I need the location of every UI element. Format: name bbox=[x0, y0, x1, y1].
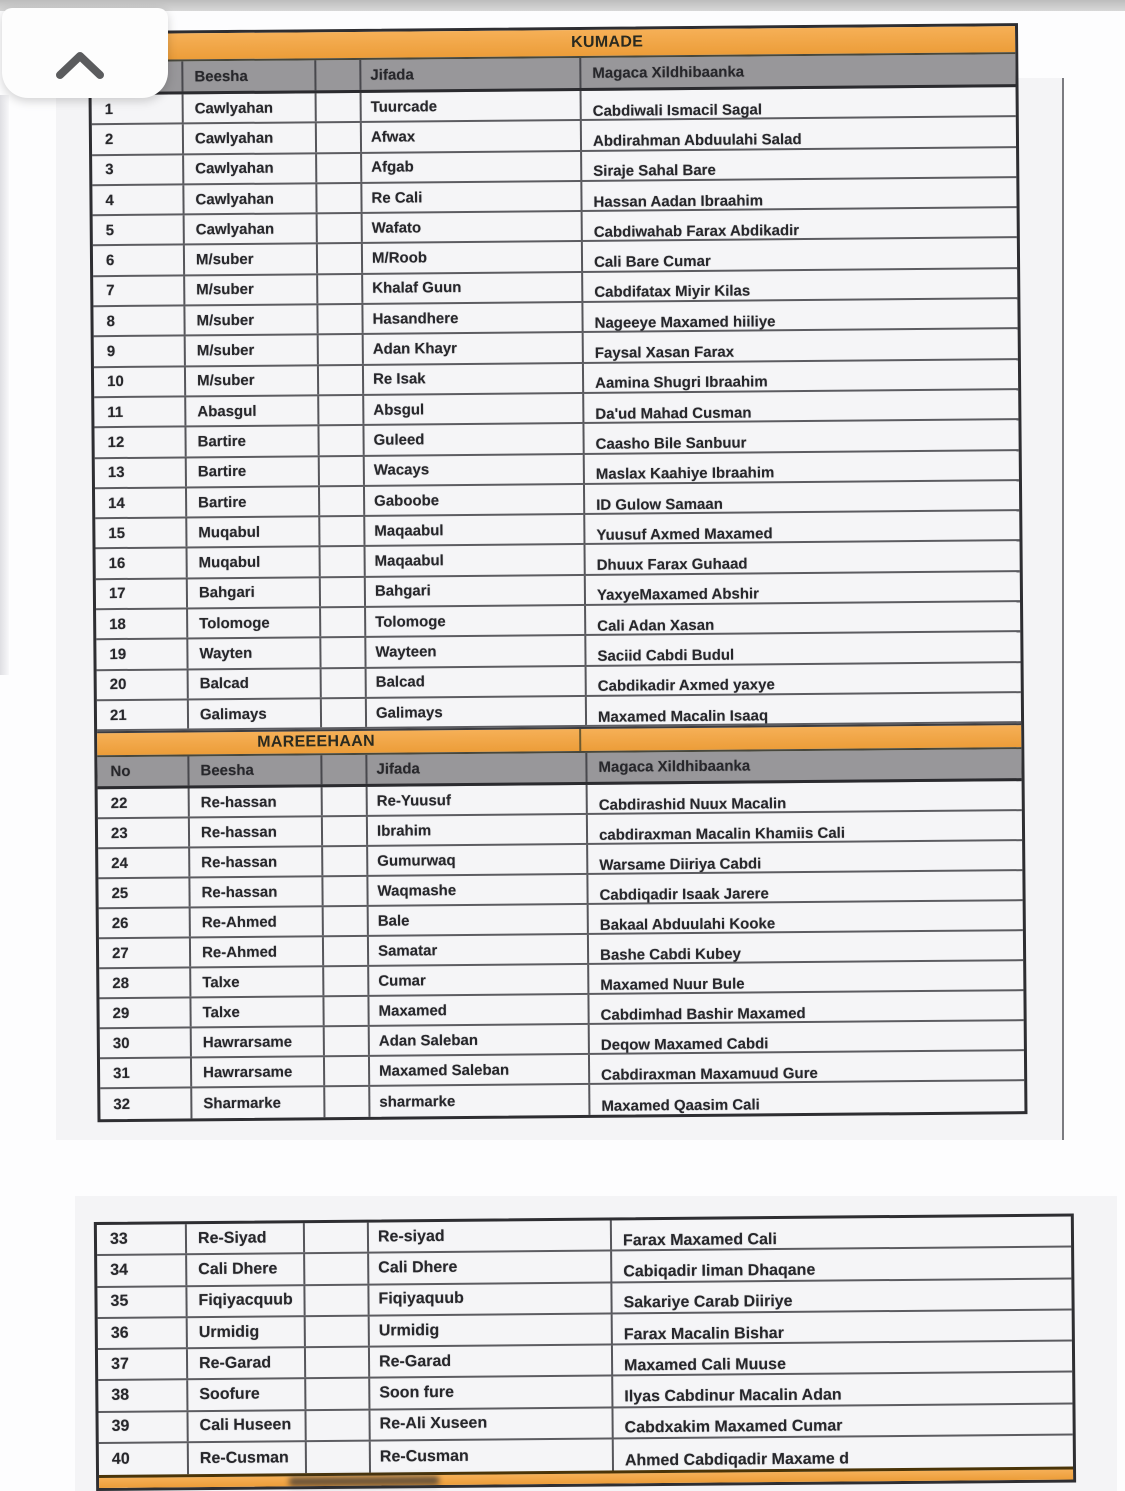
magaca-cell: Cali Bare Cumar bbox=[593, 252, 711, 271]
magaca-cell: Maxamed Cali Muuse bbox=[624, 1355, 786, 1375]
jifada-cell: Guleed bbox=[364, 424, 584, 454]
spacer-cell bbox=[321, 608, 366, 637]
row-number-cell: 7 bbox=[93, 276, 185, 305]
spacer-cell bbox=[323, 847, 368, 875]
beesha-cell: Bartire bbox=[186, 427, 319, 456]
jifada-cell: M/Roob bbox=[363, 242, 583, 272]
no-header-cell: No bbox=[97, 757, 189, 787]
magaca-cell: cabdiraxman Macalin Khamiis Cali bbox=[598, 824, 846, 844]
magaca-cell: ID Gulow Samaan bbox=[596, 495, 723, 514]
jifada-cell: Re-Cusman bbox=[371, 1440, 614, 1473]
row-number-cell: 8 bbox=[93, 307, 185, 336]
magaca-cell: Caasho Bile Sanbuur bbox=[595, 434, 747, 453]
spacer-cell bbox=[321, 547, 366, 576]
beesha-cell: Bartire bbox=[187, 487, 320, 516]
magaca-cell: Aamina Shugri Ibraahim bbox=[595, 373, 768, 393]
magaca-cell: Yuusuf Axmed Maxamed bbox=[596, 525, 773, 544]
magaca-cell: Deqow Maxamed Cabdi bbox=[600, 1035, 769, 1054]
row-number-cell: 34 bbox=[97, 1255, 187, 1285]
jifada-cell: Urmidig bbox=[370, 1314, 613, 1345]
spacer-cell bbox=[319, 366, 364, 395]
row-number-cell: 37 bbox=[98, 1349, 188, 1379]
beesha-cell: Re-Ahmed bbox=[191, 907, 324, 936]
spacer-cell bbox=[317, 153, 362, 182]
collapse-panel-button[interactable] bbox=[2, 8, 168, 98]
jifada-cell: Tolomoge bbox=[366, 606, 586, 636]
jifada-cell: Re-siyad bbox=[369, 1220, 612, 1251]
row-number-cell: 2 bbox=[92, 125, 184, 154]
jifada-cell: Hasandhere bbox=[363, 303, 583, 333]
magaca-cell: Maslax Kaahiye Ibraahim bbox=[595, 464, 775, 484]
row-number-cell: 28 bbox=[99, 969, 191, 998]
beesha-cell: Cawlyahan bbox=[184, 124, 317, 153]
row-number-cell: 30 bbox=[100, 1029, 192, 1058]
spacer-cell bbox=[323, 787, 368, 815]
row-number-cell: 13 bbox=[95, 458, 187, 487]
kumade-rows bbox=[92, 87, 1022, 731]
spacer-cell bbox=[319, 396, 364, 425]
beesha-cell: Balcad bbox=[189, 669, 322, 698]
row-number-cell: 19 bbox=[96, 640, 188, 669]
spacer-cell bbox=[322, 699, 367, 728]
spacer-cell bbox=[323, 877, 368, 905]
spacer-cell bbox=[324, 907, 369, 935]
jifada-header-cell: Jifada bbox=[367, 753, 587, 784]
beesha-cell: Bartire bbox=[187, 457, 320, 486]
magaca-cell: Cabdifatax Miyir Kilas bbox=[594, 282, 751, 302]
jifada-cell: Adan Khayr bbox=[364, 333, 584, 363]
spacer-cell bbox=[324, 997, 369, 1025]
spacer-cell bbox=[325, 1027, 370, 1055]
row-number-cell: 32 bbox=[100, 1089, 192, 1120]
magaca-cell: YaxyeMaxamed Abshir bbox=[596, 585, 760, 605]
beesha-cell: Re-Ahmed bbox=[191, 937, 324, 966]
jifada-cell: Re Isak bbox=[364, 364, 584, 394]
magaca-cell: Maxamed Macalin Isaaq bbox=[597, 706, 769, 726]
jifada-cell: Maqaabul bbox=[365, 515, 585, 545]
magaca-cell: Cali Adan Xasan bbox=[597, 616, 715, 635]
spacer-cell bbox=[325, 1057, 370, 1085]
beesha-cell: M/suber bbox=[186, 336, 319, 365]
row-number-cell: 25 bbox=[98, 879, 190, 908]
beesha-cell: Abasgul bbox=[186, 396, 319, 425]
beesha-cell: Galimays bbox=[189, 699, 322, 728]
jifada-cell: Re-Yuusuf bbox=[368, 785, 588, 815]
magaca-cell: Maxamed Qaasim Cali bbox=[601, 1096, 760, 1115]
jifada-cell: Khalaf Guun bbox=[363, 273, 583, 303]
magaca-cell: Ahmed Cabdiqadir Maxame d bbox=[624, 1450, 850, 1470]
beesha-cell: Re-hassan bbox=[190, 877, 323, 906]
beesha-cell: Cawlyahan bbox=[185, 214, 318, 243]
row-number-cell: 39 bbox=[98, 1412, 188, 1442]
spacer-cell bbox=[317, 123, 362, 152]
jifada-cell: Gaboobe bbox=[365, 485, 585, 515]
spacer-cell bbox=[317, 184, 362, 213]
beesha-cell: Sharmarke bbox=[192, 1087, 325, 1118]
beesha-cell: Cali Dhere bbox=[187, 1254, 305, 1284]
jifada-cell: Galimays bbox=[367, 697, 587, 727]
beesha-cell: Wayten bbox=[188, 639, 321, 668]
spacer-cell bbox=[319, 426, 364, 455]
beesha-cell: Cawlyahan bbox=[184, 93, 317, 122]
spacer-cell bbox=[324, 967, 369, 995]
jifada-cell: Ibrahim bbox=[368, 815, 588, 845]
spacer-cell bbox=[306, 1316, 370, 1346]
magaca-cell: Warsame Diiriya Cabdi bbox=[599, 855, 762, 874]
spacer-cell bbox=[319, 335, 364, 364]
beesha-cell: Soofure bbox=[188, 1380, 306, 1410]
row-number-cell: 27 bbox=[99, 939, 191, 968]
beesha-cell: Re-Cusman bbox=[189, 1442, 307, 1474]
section-title: KUMADE bbox=[571, 33, 644, 52]
spacer-cell bbox=[320, 487, 365, 516]
status-bar bbox=[0, 0, 1125, 11]
beesha-cell: Re-hassan bbox=[190, 817, 323, 846]
magaca-cell: Abdirahman Abduulahi Salad bbox=[592, 130, 802, 150]
row-number-cell: 9 bbox=[94, 337, 186, 366]
magaca-cell: Maxamed Nuur Bule bbox=[600, 975, 745, 994]
beesha-cell: Cawlyahan bbox=[184, 184, 317, 213]
jifada-cell: Re Cali bbox=[362, 182, 582, 212]
jifada-cell: Re-Garad bbox=[370, 1346, 613, 1377]
row-number-cell: 35 bbox=[97, 1287, 187, 1317]
magaca-cell: Cabdiqadir Isaak Jarere bbox=[599, 885, 769, 904]
row-number-cell: 10 bbox=[94, 367, 186, 396]
jifada-cell: Balcad bbox=[367, 667, 587, 697]
magaca-cell: Dhuux Farax Guhaad bbox=[596, 555, 748, 574]
jifada-cell: Samatar bbox=[369, 935, 589, 965]
beesha-cell: Urmidig bbox=[188, 1317, 306, 1347]
spacer-cell bbox=[321, 638, 366, 667]
row-number-cell: 22 bbox=[98, 789, 190, 818]
spacer-cell bbox=[320, 456, 365, 485]
spacer-cell bbox=[318, 275, 363, 304]
row-number-cell: 18 bbox=[96, 609, 188, 638]
spacer-cell bbox=[320, 517, 365, 546]
spacer-cell bbox=[305, 1223, 369, 1253]
magaca-cell: Bashe Cabdi Kubey bbox=[600, 945, 742, 964]
spacer-cell bbox=[306, 1348, 370, 1378]
magaca-cell: Cabdxakim Maxamed Cumar bbox=[624, 1417, 843, 1437]
magaca-header-cell: Magaca Xildhibaanka bbox=[592, 63, 745, 82]
beesha-cell: Cawlyahan bbox=[184, 154, 317, 183]
magaca-cell: Da'ud Mahad Cusman bbox=[595, 404, 752, 423]
spacer-cell bbox=[322, 668, 367, 697]
beesha-header-cell: Beesha bbox=[189, 755, 322, 785]
row-number-cell: 4 bbox=[92, 185, 184, 214]
jifada-cell: Maqaabul bbox=[366, 545, 586, 575]
beesha-cell: Talxe bbox=[191, 967, 324, 996]
section-title: MAREEEHAAN bbox=[257, 733, 375, 752]
beesha-cell: M/suber bbox=[185, 245, 318, 274]
beesha-cell: Fiqiyacquub bbox=[187, 1286, 305, 1316]
row-number-cell: 38 bbox=[98, 1381, 188, 1411]
beesha-cell: Re-Siyad bbox=[187, 1223, 305, 1253]
jifada-cell: Re-Ali Xuseen bbox=[370, 1408, 613, 1439]
row-number-cell: 36 bbox=[98, 1318, 188, 1348]
jifada-cell: Bahgari bbox=[366, 576, 586, 606]
jifada-cell: Waqmashe bbox=[368, 875, 588, 905]
jifada-cell: Cumar bbox=[369, 965, 589, 995]
beesha-cell: Re-Garad bbox=[188, 1348, 306, 1378]
row-number-cell: 1 bbox=[92, 94, 184, 123]
jifada-cell: Afwax bbox=[362, 121, 582, 151]
magaca-cell: Ilyas Cabdinur Macalin Adan bbox=[624, 1386, 842, 1406]
spacer-cell bbox=[305, 1285, 369, 1315]
magaca-cell: Bakaal Abduulahi Kooke bbox=[599, 915, 776, 934]
spacer-cell bbox=[322, 755, 367, 784]
jifada-cell: sharmarke bbox=[370, 1085, 590, 1117]
beesha-cell: M/suber bbox=[185, 305, 318, 334]
beesha-cell: Tolomoge bbox=[188, 608, 321, 637]
row-number-cell: 6 bbox=[93, 246, 185, 275]
continuation-rows bbox=[97, 1216, 1073, 1475]
row-number-cell: 23 bbox=[98, 819, 190, 848]
jifada-header-cell: Jifada bbox=[361, 58, 581, 90]
jifada-cell: Wacays bbox=[365, 455, 585, 485]
spacer-cell bbox=[325, 1087, 370, 1117]
magaca-cell: Cabdiwahab Farax Abdikadir bbox=[593, 221, 800, 241]
jifada-cell: Cali Dhere bbox=[369, 1252, 612, 1283]
row-number-cell: 15 bbox=[95, 519, 187, 548]
mareehaan-rows bbox=[98, 781, 1025, 1119]
scan-edge-shadow bbox=[0, 95, 9, 675]
row-number-cell: 3 bbox=[92, 155, 184, 184]
jifada-cell: Tuurcade bbox=[362, 91, 582, 121]
beesha-cell: Muqabul bbox=[188, 548, 321, 577]
illegible-text bbox=[289, 1476, 439, 1486]
beesha-cell: M/suber bbox=[185, 275, 318, 304]
jifada-cell: Afgab bbox=[362, 152, 582, 182]
magaca-cell: Farax Macalin Bishar bbox=[623, 1324, 784, 1343]
spacer-cell bbox=[306, 1410, 370, 1440]
magaca-header-cell: Magaca Xildhibaanka bbox=[598, 757, 751, 777]
magaca-cell: Cabdimhad Bashir Maxamed bbox=[600, 1004, 806, 1024]
jifada-cell: Fiqiyaquub bbox=[369, 1283, 612, 1314]
row-number-cell: 5 bbox=[93, 216, 185, 245]
row-number-cell: 31 bbox=[100, 1059, 192, 1088]
beesha-cell: Re-hassan bbox=[190, 787, 323, 816]
beesha-cell: Talxe bbox=[191, 997, 324, 1026]
row-number-cell: 26 bbox=[99, 909, 191, 938]
beesha-cell: Cali Huseen bbox=[188, 1411, 306, 1441]
spacer-cell bbox=[307, 1442, 371, 1474]
jifada-cell: Soon fure bbox=[370, 1377, 613, 1408]
row-number-cell: 17 bbox=[96, 579, 188, 608]
spacer-cell bbox=[321, 578, 366, 607]
jifada-cell: Absgul bbox=[364, 394, 584, 424]
spacer-cell bbox=[305, 1254, 369, 1284]
row-number-cell: 11 bbox=[94, 397, 186, 426]
beesha-cell: Bahgari bbox=[188, 578, 321, 607]
magaca-cell: Cabdikadir Axmed yaxye bbox=[597, 676, 775, 696]
jifada-cell: Wayteen bbox=[366, 636, 586, 666]
jifada-cell: Bale bbox=[369, 905, 589, 935]
row-number-cell: 29 bbox=[99, 999, 191, 1028]
row-number-cell: 24 bbox=[98, 849, 190, 878]
jifada-cell: Adan Saleban bbox=[370, 1025, 590, 1055]
jifada-cell: Wafato bbox=[363, 212, 583, 242]
jifada-cell: Maxamed Saleban bbox=[370, 1055, 590, 1085]
row-number-cell: 40 bbox=[99, 1443, 189, 1475]
magaca-cell: Cabdiraxman Maxamuud Gure bbox=[601, 1064, 818, 1084]
magaca-cell: Sakariye Carab Diiriye bbox=[623, 1293, 793, 1312]
magaca-cell: Cabdirashid Nuux Macalin bbox=[598, 794, 787, 814]
beesha-cell: M/suber bbox=[186, 366, 319, 395]
row-number-cell: 21 bbox=[97, 700, 189, 729]
kumade-mareehaan-table bbox=[88, 23, 1027, 1122]
magaca-cell: Hassan Aadan Ibraahim bbox=[593, 191, 764, 211]
jifada-cell: Maxamed bbox=[369, 995, 589, 1025]
spacer-cell bbox=[324, 937, 369, 965]
spacer-cell bbox=[318, 305, 363, 334]
row-number-cell: 33 bbox=[97, 1224, 187, 1254]
beesha-header-cell: Beesha bbox=[183, 60, 316, 91]
magaca-cell: Faysal Xasan Farax bbox=[594, 343, 735, 362]
row-number-cell: 14 bbox=[95, 488, 187, 517]
row-number-cell: 16 bbox=[96, 549, 188, 578]
chevron-up-icon bbox=[54, 50, 106, 80]
jifada-cell: Gumurwaq bbox=[368, 845, 588, 875]
magaca-cell: Saciid Cabdi Budul bbox=[597, 646, 735, 665]
row-number-cell: 20 bbox=[97, 670, 189, 699]
spacer-cell bbox=[306, 1379, 370, 1409]
magaca-cell: Farax Maxamed Cali bbox=[622, 1230, 777, 1250]
beesha-cell: Hawrarsame bbox=[192, 1057, 325, 1086]
magaca-cell: Nageeye Maxamed hiiliye bbox=[594, 312, 776, 332]
beesha-cell: Re-hassan bbox=[190, 847, 323, 876]
spacer-cell bbox=[318, 244, 363, 273]
spacer-cell bbox=[323, 817, 368, 845]
magaca-cell: Cabiqadir Iiman Dhaqane bbox=[623, 1261, 816, 1281]
spacer-cell bbox=[318, 214, 363, 243]
magaca-cell: Cabdiwali Ismacil Sagal bbox=[592, 101, 763, 120]
continuation-table bbox=[94, 1213, 1076, 1491]
spacer-cell bbox=[316, 60, 361, 90]
row-number-cell: 12 bbox=[94, 428, 186, 457]
magaca-cell: Siraje Sahal Bare bbox=[593, 162, 716, 181]
beesha-cell: Hawrarsame bbox=[192, 1027, 325, 1056]
beesha-cell: Muqabul bbox=[187, 517, 320, 546]
spacer-cell bbox=[317, 93, 362, 122]
